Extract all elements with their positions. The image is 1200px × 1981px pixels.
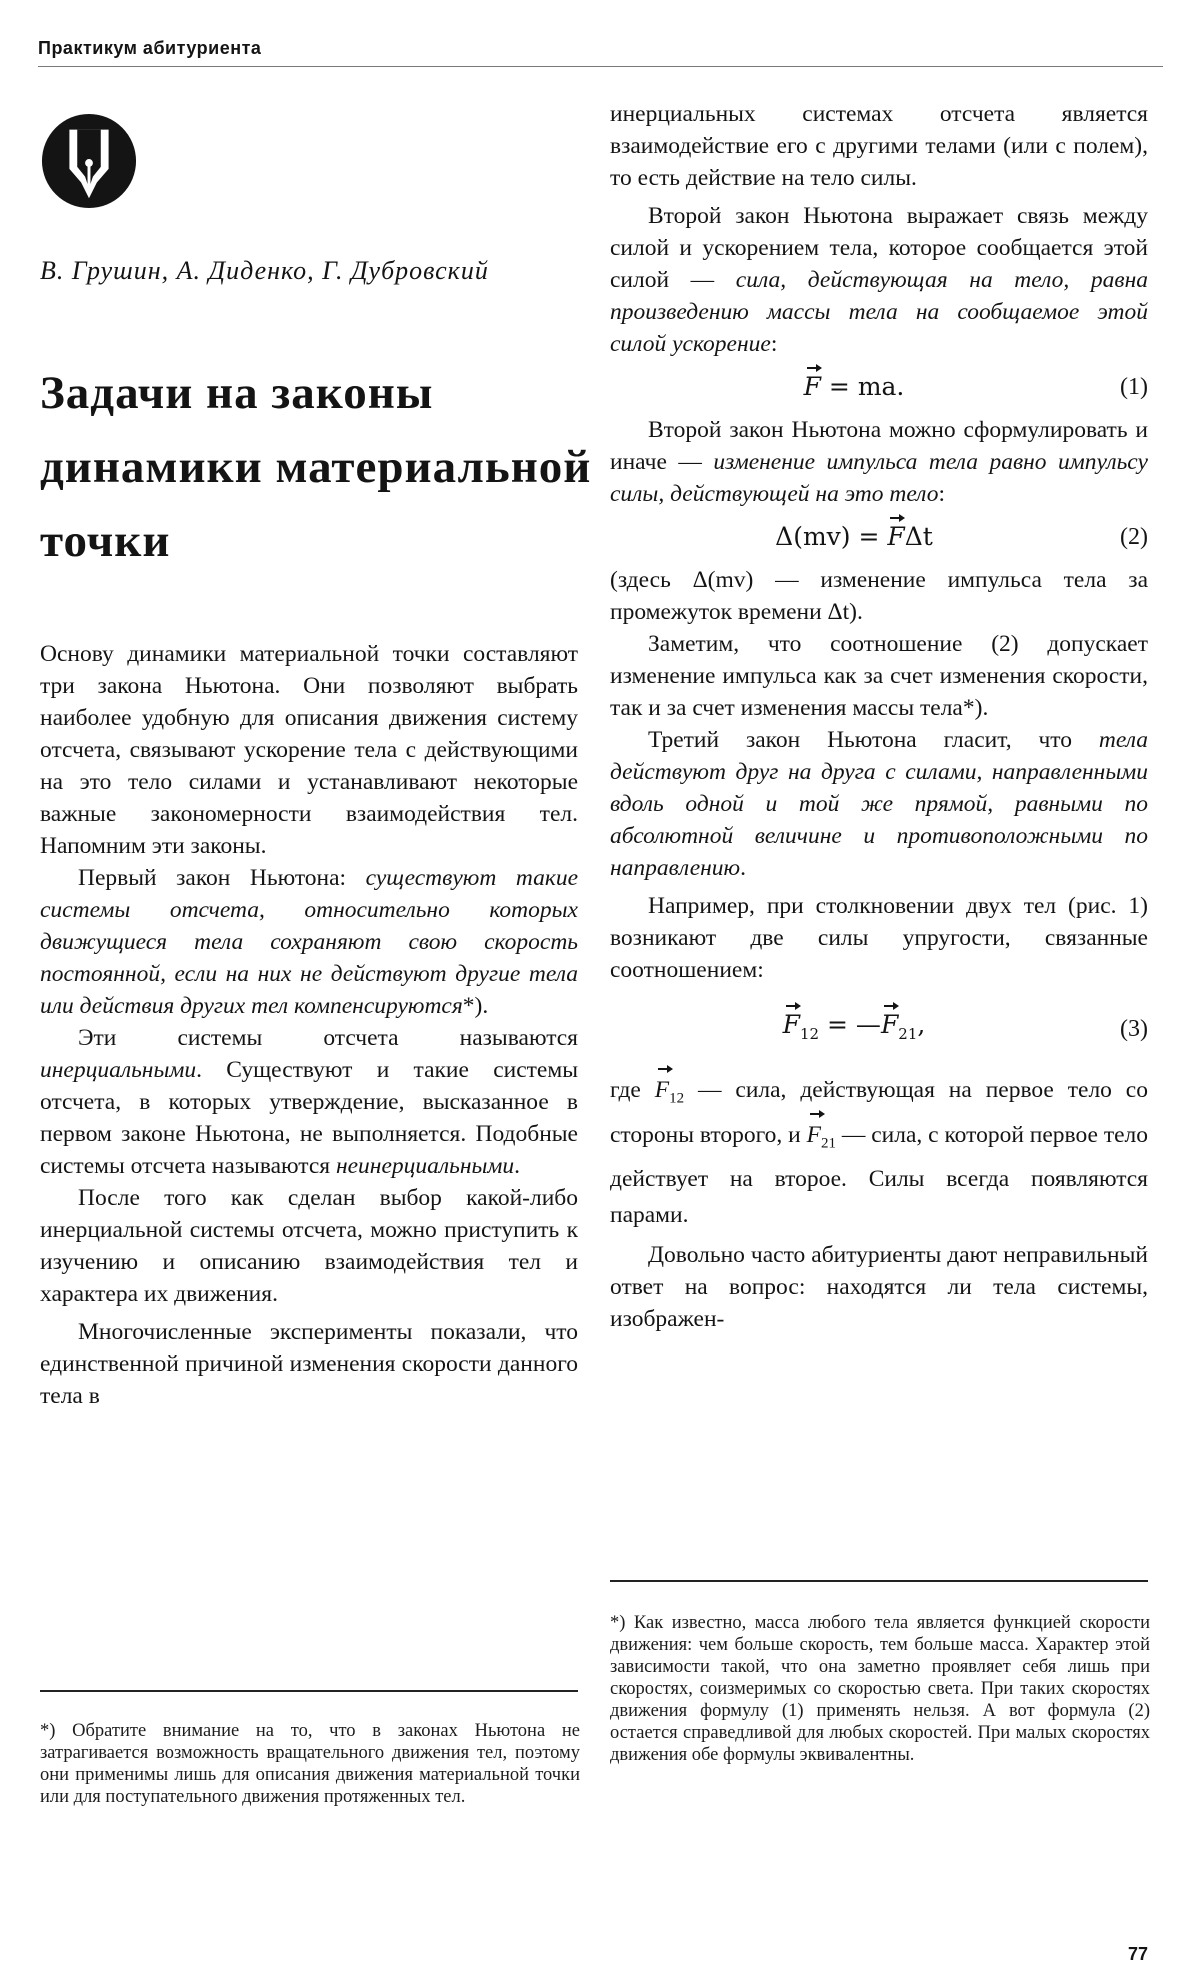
paragraph: После того как сделан выбор какой-либо инерциальной системы отсчета, можно приступить к изучению и описанию взаимодействия тел и характера их движения. — [40, 1185, 578, 1307]
footnote-rule — [40, 1690, 578, 1692]
paragraph: Многочисленные эксперименты показали, что единственной причиной изменения скорости данного тела в — [40, 1319, 578, 1409]
paragraph: Второй закон Ньютона выражает связь между силой и ускорением тела, которое сообщается этой силой — сила, действующая на тело, равна произведению массы тела на сообщаемое этой силой ускорение: — [610, 203, 1148, 357]
left-column — [40, 638, 578, 1412]
footnote-rule — [610, 1580, 1148, 1582]
paragraph: Третий закон Ньютона гласит, что тела действуют друг на друга с силами, направленными вдоль одной и той же прямой, равными по абсолютной величине и противоположными по направлению. — [610, 727, 1148, 881]
paragraph: Второй закон Ньютона можно сформулировать и иначе — изменение импульса тела равно импульсу силы, действующей на это тело: — [610, 417, 1148, 507]
paragraph: инерциальных системах отсчета является взаимодействие его с другими телами (или с полем), то есть действие на тело силы. — [610, 101, 1148, 191]
formula-3: $F_{12}$ = $—F_{21}$, (3) — [782, 1009, 1148, 1043]
page-number: 77 — [1128, 1944, 1149, 1964]
footnote: *) Обратите внимание на то, что в законах Ньютона не затрагивается возможность вращательного движения тел, поэтому они применимы лишь для описания движения материальной точки или для поступательного движения протяженных тел. — [40, 1721, 580, 1807]
paragraph: Основу динамики материальной точки составляют три закона Ньютона. Они позволяют выбрать наиболее удобную для описания движения систему отсчета, связывают ускорение тела с действующими на это тело силами и устанавливают некоторые важные закономерности взаимодействия тел. Напомним эти законы. — [40, 641, 578, 859]
running-header: Практикум абитуриента — [38, 38, 262, 58]
paragraph: Эти системы отсчета называются инерциальными. Существуют и такие системы отсчета, в которых утверждение, высказанное в первом законе Ньютона, не выполняется. Подобные системы отсчета называются неинерциальными. — [40, 1025, 578, 1179]
authors: В. Грушин, А. Диденко, Г. Дубровский — [40, 256, 489, 285]
formula-1: F = ma. (1) — [803, 372, 1148, 401]
right-column — [610, 98, 1148, 1335]
paragraph: Заметим, что соотношение (2) допускает изменение импульса как за счет изменения скорости, так и за счет изменения массы тела*). — [610, 631, 1148, 721]
paragraph: Довольно часто абитуриенты дают неправильный ответ на вопрос: находятся ли тела системы, изображен- — [610, 1242, 1148, 1333]
footnote: *) Как известно, масса любого тела является функцией скорости движения: чем больше скорость, тем больше масса. Характер этой зависимости такой, что она заметно проявляет себя лишь при скоростях, соизмеримых со скоростью света. При таких скоростях движения формулу (1) применять нельзя. А вот формула (2) остается справедливой для любых скоростей. При малых скоростях движения обе формулы эквивалентны. — [610, 1613, 1150, 1765]
formula-2: Δ(mv) = FΔt (2) — [775, 522, 1148, 551]
paragraph: Например, при столкновении двух тел (рис. 1) возникают две силы упругости, связанные соотношением: — [610, 893, 1148, 983]
pen-nib-logo-icon — [40, 112, 138, 210]
paragraph: (здесь Δ(mv) — изменение импульса тела за промежуток времени Δt). — [610, 567, 1148, 625]
header-rule — [38, 66, 1163, 67]
article-title: Задачи на законы динамики материальной точки — [40, 367, 592, 567]
paragraph: Первый закон Ньютона: существуют такие системы отсчета, относительно которых движущиеся тела сохраняют свою скорость постоянной, если на них не действуют другие тела или действия других тел компенсируются*). — [40, 865, 579, 1019]
paragraph: где $F_{12}$ — сила, действующая на первое тело со стороны второго, и $F_{21}$ — сила, с которой первое тело действует на второе. Силы всегда появляются парами. — [610, 1072, 1148, 1233]
